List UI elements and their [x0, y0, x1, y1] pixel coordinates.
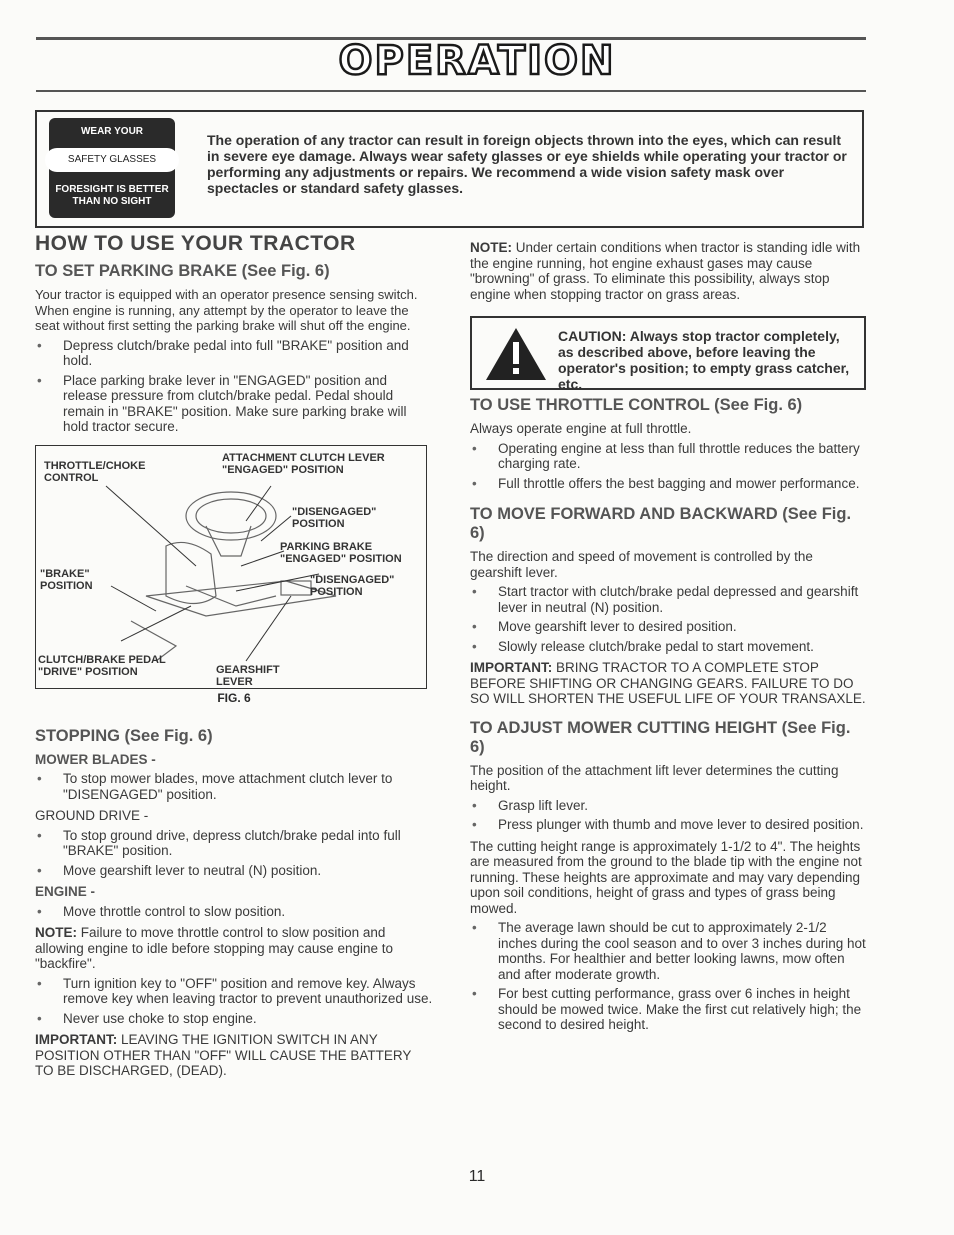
list-item: • For best cutting performance, grass over 6 inches in height should be mowed twice. Make the first cut relatively high; the second to desired height. [470, 986, 866, 1033]
caution-box [470, 316, 866, 390]
throttle-heading: TO USE THROTTLE CONTROL (See Fig. 6) [470, 396, 803, 414]
throttle-intro: Always operate engine at full throttle. [470, 421, 692, 436]
engine-steps [35, 904, 433, 920]
move-steps [470, 584, 866, 654]
title-rule [36, 90, 866, 92]
label-disengaged-2: "DISENGAGED" POSITION [310, 573, 395, 598]
label-clutch-brake-pedal: CLUTCH/BRAKE PEDAL "DRIVE" POSITION [38, 653, 166, 678]
stopping-heading: STOPPING (See Fig. 6) [35, 726, 213, 745]
note-label: NOTE: [35, 925, 77, 940]
label-gearshift-lever: GEARSHIFT LEVER [216, 663, 280, 688]
safety-glasses-badge [49, 118, 175, 218]
list-item: • To stop mower blades, move attachment clutch lever to "DISENGAGED" position. [35, 771, 433, 802]
figure-caption: FIG. 6 [217, 690, 251, 705]
left-column [35, 232, 433, 1083]
important-label: IMPORTANT: [470, 660, 553, 675]
caution-text: CAUTION: Always stop tractor completely, as described above, before leaving the operator's position; to empty grass catcher, etc. [558, 328, 850, 392]
list-item: • Full throttle offers the best bagging and mower performance. [470, 476, 866, 492]
important-text: BRING TRACTOR TO A COMPLETE STOP BEFORE SHIFTING OR CHANGING GEARS. FAILURE TO DO SO WILL SHORTEN THE USEFUL LIFE OF YOUR TRANSAXLE. [470, 660, 866, 706]
warning-triangle-icon [484, 326, 548, 382]
figure-6-diagram [35, 445, 427, 689]
badge-middle-text: SAFETY GLASSES [45, 148, 179, 172]
list-item: • Start tractor with clutch/brake pedal depressed and gearshift lever in neutral (N) position. [470, 584, 866, 615]
list-item: • Operating engine at less than full throttle reduces the battery charging rate. [470, 441, 866, 472]
page-title: OPERATION [338, 38, 616, 84]
cutting-range: The cutting height range is approximately 1-1/2 to 4". The heights are measured from the ground to the blade tip with the engine not running. These heights are approximate and may vary depending upon soil conditions, height of grass and types of grass being mowed. [470, 838, 862, 916]
safety-notice-box [35, 110, 864, 228]
safety-notice-text: The operation of any tractor can result in foreign objects thrown into the eyes, which can result in severe eye damage. Always wear safety glasses or eye shields while operating your tractor or performing any adjustments or repairs. We recommend a wide vision safety mask over spectacles or standard safety glasses. [207, 132, 847, 196]
note-paragraph [35, 925, 433, 972]
ground-drive-label: GROUND DRIVE - [35, 808, 149, 823]
cutting-height-heading: TO ADJUST MOWER CUTTING HEIGHT (See Fig. 6) [470, 718, 851, 756]
list-item: • Depress clutch/brake pedal into full "BRAKE" position and hold. [35, 338, 433, 369]
cutting-intro: The position of the attachment lift lever determines the cutting height. [470, 762, 839, 793]
badge-bottom-text: FORESIGHT IS BETTER THAN NO SIGHT [55, 184, 169, 207]
list-item: • Grasp lift lever. [470, 798, 866, 814]
list-item: • The average lawn should be cut to approximately 2-1/2 inches during the cool season and to over 3 inches during hot months. For healthier and better looking lawns, mow often and after moderate growth. [470, 920, 866, 982]
badge-top-text: WEAR YOUR [80, 126, 144, 137]
parking-intro: Your tractor is equipped with an operator presence sensing switch. When engine is running, any attempt by the operator to leave the seat without first setting the parking brake will shut off the engine. [35, 287, 418, 333]
mower-blades-label: MOWER BLADES - [35, 751, 156, 767]
list-item: • Move throttle control to slow position. [35, 904, 433, 920]
exhaust-note [470, 240, 866, 302]
important-label: IMPORTANT: [35, 1032, 118, 1047]
note-label: NOTE: [470, 240, 512, 255]
important-paragraph [470, 660, 866, 707]
list-item: • Press plunger with thumb and move lever to desired position. [470, 817, 866, 833]
note-text: Failure to move throttle control to slow position and allowing engine to idle before stopping may cause engine to "backfire". [35, 925, 393, 971]
move-heading: TO MOVE FORWARD AND BACKWARD (See Fig. 6) [470, 505, 852, 542]
list-item: • Never use choke to stop engine. [35, 1011, 433, 1027]
cutting-steps [470, 798, 866, 833]
list-item: • Place parking brake lever in "ENGAGED" position and release pressure from clutch/brake pedal. Pedal should remain in "BRAKE" position. Make sure parking brake will hold tractor secure. [35, 373, 433, 435]
label-brake-position: "BRAKE" POSITION [40, 567, 93, 592]
throttle-points [470, 441, 866, 492]
list-item: • Move gearshift lever to neutral (N) position. [35, 863, 433, 879]
right-column [470, 240, 866, 1039]
list-item: • Slowly release clutch/brake pedal to start movement. [470, 639, 866, 655]
important-paragraph [35, 1032, 433, 1079]
important-text: LEAVING THE IGNITION SWITCH IN ANY POSITION OTHER THAN "OFF" WILL CAUSE THE BATTERY TO BE DISCHARGED, (DEAD). [35, 1032, 412, 1078]
engine-label: ENGINE - [35, 884, 96, 899]
list-item: • Turn ignition key to "OFF" position and remove key. Always remove key when leaving tractor to prevent unauthorized use. [35, 976, 433, 1007]
section-heading: HOW TO USE YOUR TRACTOR [35, 232, 356, 255]
cutting-tips [470, 920, 866, 1033]
note-text: Under certain conditions when tractor is standing idle with the engine running, hot engine exhaust gases may cause "browning" of grass. To eliminate this possibility, always stop engine when stopping tractor on grass areas. [470, 240, 861, 302]
list-item: • To stop ground drive, depress clutch/brake pedal into full "BRAKE" position. [35, 828, 433, 859]
ground-steps [35, 828, 433, 879]
label-throttle-choke: THROTTLE/CHOKE CONTROL [44, 459, 146, 484]
parking-brake-heading: TO SET PARKING BRAKE (See Fig. 6) [35, 262, 330, 280]
label-disengaged-1: "DISENGAGED" POSITION [292, 505, 377, 530]
list-item: • Move gearshift lever to desired position. [470, 619, 866, 635]
move-intro: The direction and speed of movement is controlled by the gearshift lever. [470, 549, 813, 580]
blades-steps [35, 771, 433, 802]
label-parking-brake: PARKING BRAKE "ENGAGED" POSITION [280, 540, 402, 565]
engine-steps-2 [35, 976, 433, 1027]
page-number: 11 [468, 1168, 486, 1185]
label-attachment-clutch: ATTACHMENT CLUTCH LEVER "ENGAGED" POSITION [222, 451, 385, 476]
parking-steps [35, 338, 433, 435]
